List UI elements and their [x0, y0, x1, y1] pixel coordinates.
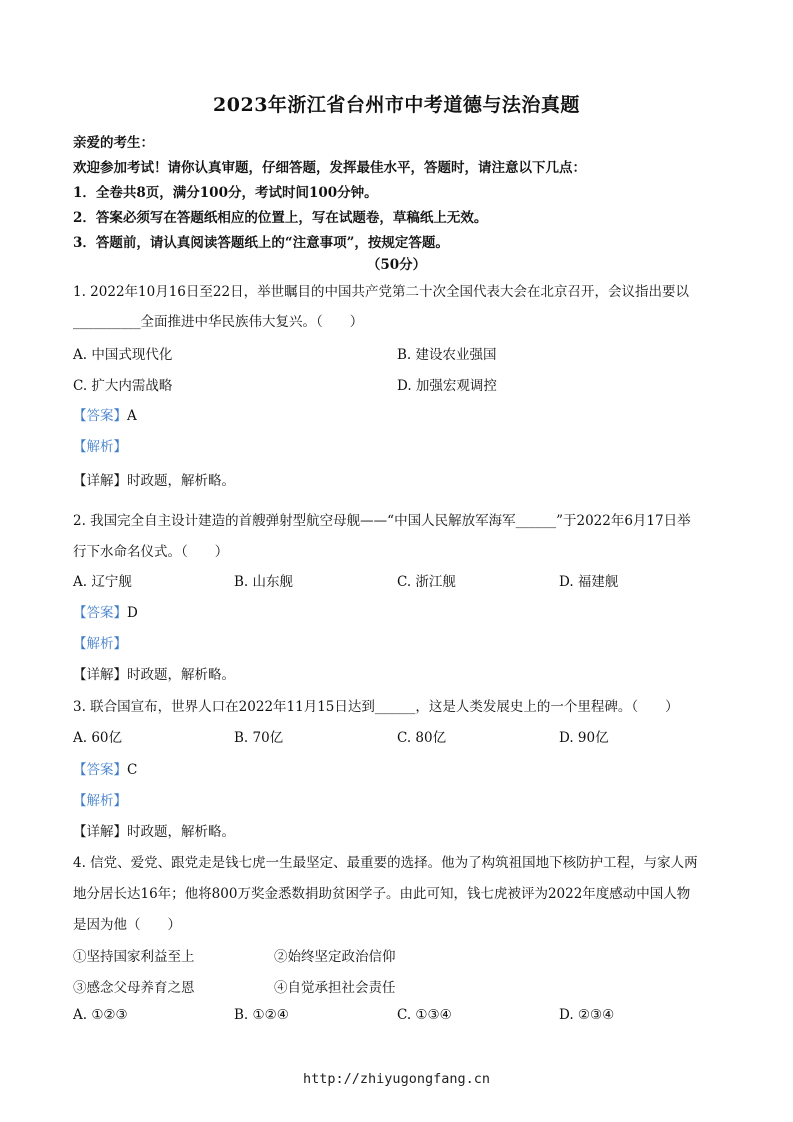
intro-note-2: 2．答案必须写在答题纸相应的位置上，写在试题卷，草稿纸上无效。: [73, 210, 488, 226]
q4-option-d: D. ②③④: [559, 1007, 615, 1023]
q4-statement-1: ①坚持国家利益至上: [73, 949, 195, 965]
answer-value: C: [127, 762, 138, 778]
answer-value: A: [127, 408, 137, 424]
q2-detail: [73, 663, 235, 683]
q4-stem-line-2: 地分居长达16年；他将800万奖金悉数捐助贫困学子。由此可知，钱七虎被评为2022年度感动中国人物: [73, 886, 691, 902]
answer-tag: 【答案】: [73, 762, 127, 778]
answer-tag: 【答案】: [73, 605, 127, 621]
q3-option-b: B. 70亿: [234, 730, 284, 746]
q1-stem-line-1: 1. 2022年10月16日至22日，举世瞩目的中国共产党第二十次全国代表大会在北京召开，会议指出要以: [73, 284, 690, 300]
q3-answer: [73, 758, 137, 778]
answer-value: D: [127, 605, 138, 621]
q3-option-c: C. 80亿: [397, 730, 447, 746]
intro-note-3: 3．答题前，请认真阅读答题纸上的“注意事项”，按规定答题。: [73, 235, 449, 251]
q4-option-c: C. ①③④: [397, 1007, 452, 1023]
q4-stem-line-1: 4. 信党、爱党、跟党走是钱七虎一生最坚定、最重要的选择。他为了构筑祖国地下核防护工程，与家人两: [73, 855, 698, 871]
q2-option-d: D. 福建舰: [559, 574, 619, 590]
section-score: （50分）: [366, 257, 427, 273]
q4-statement-2: ②始终坚定政治信仰: [274, 949, 396, 965]
q4-stem-line-3: 是因为他（ ）: [73, 917, 181, 933]
q2-stem-line-1: 2. 我国完全自主设计建造的首艘弹射型航空母舰——“中国人民解放军海军______”于2022年6月17日举: [73, 513, 691, 529]
answer-tag: 【答案】: [73, 408, 127, 424]
q3-stem-line-1: 3. 联合国宣布，世界人口在2022年11月15日达到______，这是人类发展史上的一个里程碑。（ ）: [73, 699, 679, 715]
analysis-tag: 【解析】: [73, 636, 127, 652]
intro-greeting: 亲爱的考生：: [73, 135, 154, 151]
q1-analysis: [73, 435, 127, 455]
q1-stem-line-2: __________全面推进中华民族伟大复兴。（ ）: [73, 314, 364, 330]
detail-tag: 【详解】: [73, 473, 127, 489]
q1-option-c: C. 扩大内需战略: [73, 378, 173, 394]
q4-statement-3: ③感念父母养育之恩: [73, 980, 195, 996]
q3-option-a: A. 60亿: [73, 730, 123, 746]
q2-stem-line-2: 行下水命名仪式。（ ）: [73, 544, 229, 560]
detail-text: 时政题，解析略。: [127, 667, 235, 683]
footer-url: http://zhiyugongfang.cn: [303, 1071, 490, 1087]
detail-text: 时政题，解析略。: [127, 473, 235, 489]
intro-welcome: 欢迎参加考试！请你认真审题，仔细答题，发挥最佳水平，答题时，请注意以下几点：: [73, 160, 586, 176]
q1-option-d: D. 加强宏观调控: [397, 378, 497, 394]
q1-answer: [73, 404, 137, 424]
q2-option-a: A. 辽宁舰: [73, 574, 132, 590]
q4-option-b: B. ①②④: [234, 1007, 289, 1023]
detail-text: 时政题，解析略。: [127, 824, 235, 840]
q2-option-c: C. 浙江舰: [397, 574, 456, 590]
q3-detail: [73, 820, 235, 840]
detail-tag: 【详解】: [73, 667, 127, 683]
page-title: 2023年浙江省台州市中考道德与法治真题: [213, 94, 580, 116]
q4-statement-4: ④自觉承担社会责任: [274, 980, 396, 996]
detail-tag: 【详解】: [73, 824, 127, 840]
q2-answer: [73, 601, 138, 621]
q2-analysis: [73, 632, 127, 652]
q3-option-d: D. 90亿: [559, 730, 609, 746]
q1-option-a: A. 中国式现代化: [73, 347, 173, 363]
q3-analysis: [73, 789, 127, 809]
analysis-tag: 【解析】: [73, 439, 127, 455]
q2-option-b: B. 山东舰: [234, 574, 294, 590]
analysis-tag: 【解析】: [73, 793, 127, 809]
q1-option-b: B. 建设农业强国: [397, 347, 497, 363]
q4-option-a: A. ①②③: [73, 1007, 128, 1023]
intro-note-1: 1．全卷共8页，满分100分，考试时间100分钟。: [73, 185, 378, 201]
q1-detail: [73, 469, 235, 489]
